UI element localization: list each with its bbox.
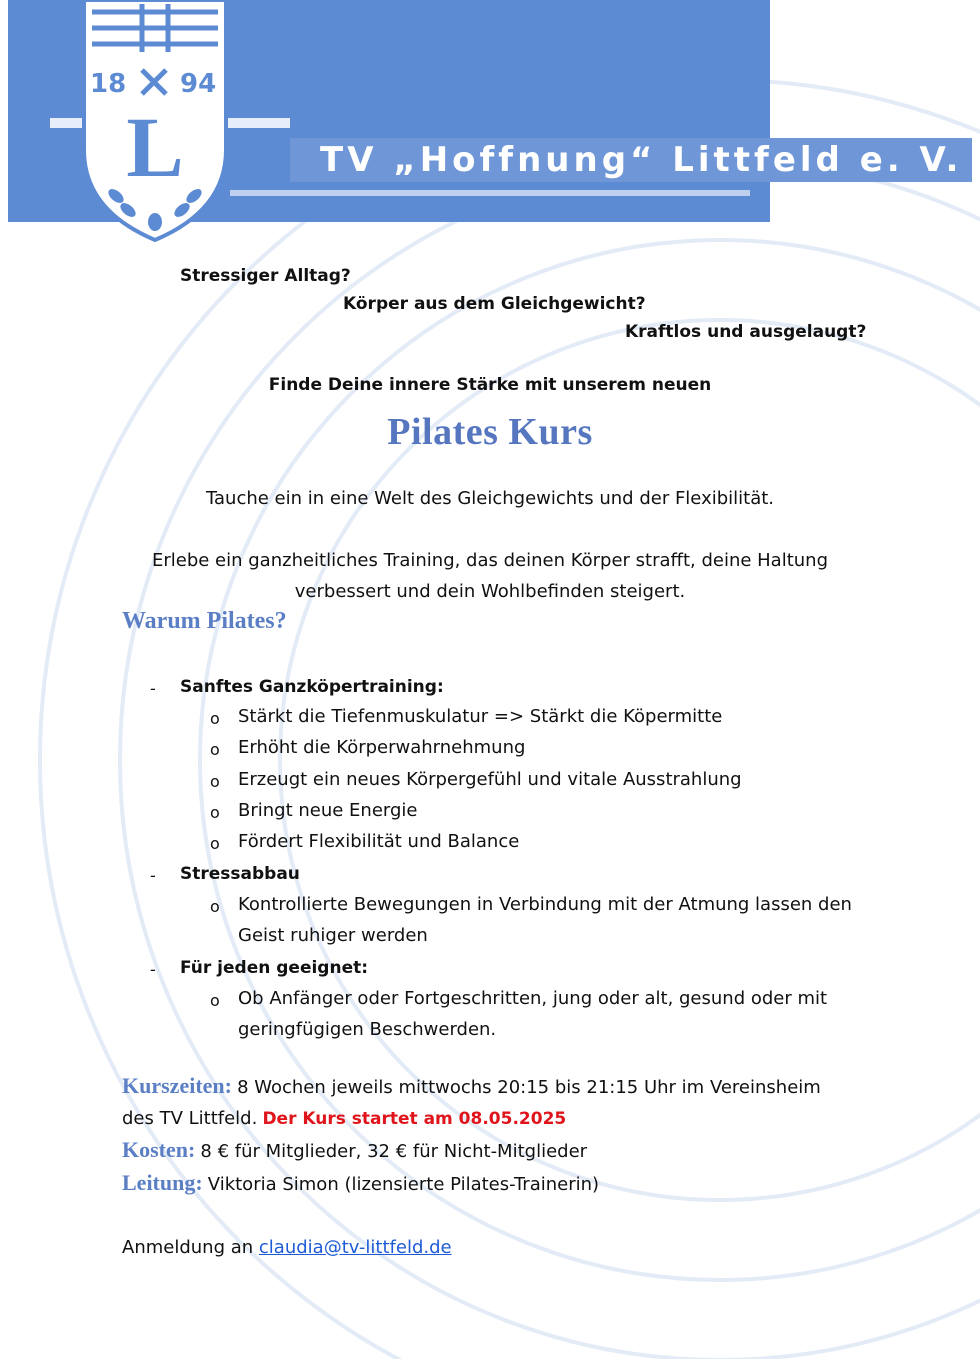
svg-text:94: 94 bbox=[180, 69, 217, 99]
circle-bullet: o bbox=[210, 803, 220, 822]
club-name: TV „Hoffnung“ Littfeld e. V. bbox=[320, 140, 963, 180]
list-item: Ob Anfänger oder Fortgeschritten, jung oder alt, gesund oder mit bbox=[238, 988, 828, 1009]
course-start bbox=[122, 1108, 566, 1129]
times-text: 8 Wochen jeweils mittwochs 20:15 bis 21:15 Uhr im Vereinsheim bbox=[237, 1077, 821, 1098]
dash-bullet: - bbox=[150, 866, 156, 885]
why-heading: Warum Pilates? bbox=[122, 608, 287, 634]
section-title-3: Für jeden geeignet: bbox=[180, 958, 369, 978]
list-item-continuation: geringfügigen Beschwerden. bbox=[238, 1019, 497, 1040]
club-logo bbox=[80, 0, 230, 242]
lead-text: Viktoria Simon (lizensierte Pilates-Trainerin) bbox=[207, 1174, 600, 1195]
course-cost bbox=[122, 1137, 587, 1163]
circle-bullet: o bbox=[210, 897, 220, 916]
intro-line-3: Kraftlos und ausgelaugt? bbox=[625, 322, 867, 342]
intro-line-4: Finde Deine innere Stärke mit unserem neuen bbox=[268, 375, 712, 395]
times-label: Kurszeiten: bbox=[122, 1073, 232, 1098]
description-line-1: Tauche ein in eine Welt des Gleichgewichts und der Flexibilität. bbox=[205, 488, 775, 509]
svg-text:18: 18 bbox=[90, 69, 127, 99]
course-times bbox=[122, 1073, 821, 1099]
start-note: Der Kurs startet am 08.05.2025 bbox=[262, 1109, 567, 1129]
circle-bullet: o bbox=[210, 772, 220, 791]
circle-bullet: o bbox=[210, 740, 220, 759]
lead-label: Leitung: bbox=[122, 1170, 203, 1195]
cost-label: Kosten: bbox=[122, 1137, 196, 1162]
section-title-1: Sanftes Ganzköpertraining: bbox=[180, 677, 444, 697]
section-title-2: Stressabbau bbox=[180, 864, 300, 884]
circle-bullet: o bbox=[210, 991, 220, 1010]
list-item: Erhöht die Körperwahrnehmung bbox=[238, 737, 526, 758]
times-text-2: des TV Littfeld. bbox=[122, 1108, 258, 1129]
circle-bullet: o bbox=[210, 834, 220, 853]
dash-bullet: - bbox=[150, 679, 156, 698]
list-item-continuation: Geist ruhiger werden bbox=[238, 925, 428, 946]
registration bbox=[122, 1237, 452, 1258]
svg-text:L: L bbox=[126, 99, 184, 195]
list-item: Stärkt die Tiefenmuskulatur => Stärkt die Köpermitte bbox=[238, 706, 723, 727]
description-line-2: Erlebe ein ganzheitliches Training, das deinen Körper strafft, deine Haltung bbox=[151, 550, 829, 571]
list-item: Erzeugt ein neues Körpergefühl und vitale Ausstrahlung bbox=[238, 769, 742, 790]
intro-line-1: Stressiger Alltag? bbox=[180, 266, 351, 286]
list-item: Bringt neue Energie bbox=[238, 800, 418, 821]
registration-email-link[interactable]: claudia@tv-littfeld.de bbox=[258, 1237, 452, 1258]
list-item: Kontrollierte Bewegungen in Verbindung mit der Atmung lassen den bbox=[238, 894, 852, 915]
dash-bullet: - bbox=[150, 960, 156, 979]
course-lead bbox=[122, 1170, 599, 1196]
list-item: Fördert Flexibilität und Balance bbox=[238, 831, 520, 852]
description-line-3: verbessert und dein Wohlbefinden steigert. bbox=[294, 581, 686, 602]
header-stripe bbox=[230, 190, 750, 196]
circle-bullet: o bbox=[210, 709, 220, 728]
cost-text: 8 € für Mitglieder, 32 € für Nicht-Mitglieder bbox=[200, 1141, 588, 1162]
registration-label: Anmeldung an bbox=[122, 1237, 254, 1258]
course-title: Pilates Kurs bbox=[387, 411, 593, 453]
intro-line-2: Körper aus dem Gleichgewicht? bbox=[343, 294, 646, 314]
